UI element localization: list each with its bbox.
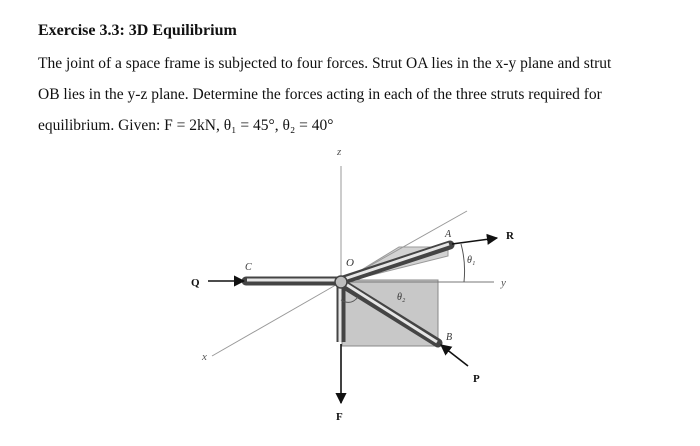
theta1-label: θ₁: [467, 255, 476, 266]
point-c-label: C: [245, 262, 252, 273]
theta2-label: θ₂: [397, 292, 406, 303]
problem-line-3: equilibrium. Given: F = 2kN, θ₁ = 45°, θ₂ = 40°: [38, 117, 334, 134]
problem-line-2: OB lies in the y-z plane. Determine the forces acting in each of the three struts required for: [38, 86, 602, 103]
problem-line-1: The joint of a space frame is subjected to four forces. Strut OA lies in the x-y plane and strut: [38, 55, 612, 72]
point-o-label: O: [346, 257, 354, 269]
theta1-arc: [461, 244, 465, 282]
force-r-arrow: [452, 238, 497, 244]
force-q-label: Q: [191, 277, 200, 289]
z-axis-label: z: [337, 146, 342, 158]
y-axis-label: y: [501, 277, 506, 289]
point-a-label: A: [445, 229, 452, 240]
exercise-title: Exercise 3.3: 3D Equilibrium: [38, 22, 237, 39]
force-p-arrow: [441, 345, 468, 366]
force-p-label: P: [473, 373, 480, 385]
x-axis-label: x: [202, 351, 207, 363]
x-axis-pos: [212, 282, 341, 356]
force-r-label: R: [506, 230, 514, 242]
joint-o: [335, 276, 347, 288]
force-f-label: F: [336, 411, 343, 423]
point-b-label: B: [446, 332, 453, 343]
